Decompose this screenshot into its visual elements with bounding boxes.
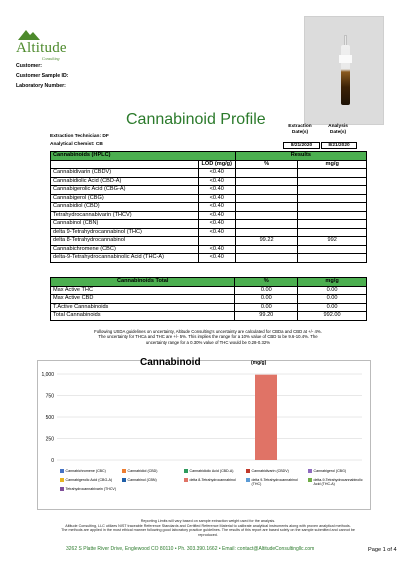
extraction-technician: Extraction Technician: DF — [50, 134, 109, 139]
uncertainty-note-line: Following USDA guidelines on uncertainty, Altitude Consulting's uncertainty are calculated for CBDa and CBD at +/- 4%. — [94, 329, 322, 334]
mgg-value — [298, 254, 367, 263]
cannabinoid-bar-chart — [37, 370, 371, 465]
legend-item — [122, 469, 182, 473]
uncertainty-note-line: uncertainty range for a 0.30% value of THC would be 0.28-0.32% — [145, 339, 271, 345]
legend-swatch — [184, 478, 188, 482]
footer-address: 3262 S Platte River Drive, Englewood CO 80110 • Ph. 303.390.1662 • Email: contact@AltitudeConsultingllc.com — [66, 546, 315, 552]
cannabinoid-name: Cannabidivarin (CBDV) — [51, 169, 199, 178]
mgg-value — [298, 228, 367, 237]
footer-line: Altitude Consulting, LLC utilizes NIST traceable Reference Standards and Certified Reference Material to calibrate analytical instruments along with proven analytical methods. — [65, 523, 351, 528]
cannabinoid-name: Cannabidiolic Acid (CBD-A) — [51, 177, 199, 186]
y-tick-label: 250 — [45, 436, 54, 443]
percent-value — [235, 254, 298, 263]
table-row — [51, 228, 367, 237]
legend-label: Cannabidivarin (CBDV) — [251, 469, 289, 473]
cannabinoid-name: Cannabidiol (CBD) — [51, 203, 199, 212]
y-tick-label: 0 — [51, 457, 54, 464]
table-row — [51, 203, 367, 212]
lod-value: <0.40 — [198, 194, 235, 203]
footer-line: The methods are applied in the most ethical manner following good laboratory practice guidelines. The results of this report are based solely on the sample submitted and cannot be — [61, 528, 355, 533]
table-row — [51, 295, 367, 304]
total-mgg: 992.00 — [298, 312, 367, 321]
total-mgg: 0.00 — [298, 286, 367, 295]
legend-item — [308, 469, 368, 473]
legend-label: Cannabidiol (CBD) — [127, 469, 158, 473]
chart-title: Cannabinoid — [140, 357, 201, 368]
page-number: Page 1 of 4 — [368, 547, 397, 553]
mgg-value — [298, 245, 367, 254]
legend-label: Cannabigerol (CBG) — [313, 469, 347, 473]
legend-label: delta 9-Tetrahydrocannabinol (THC) — [251, 478, 298, 487]
percent-value: 99.22 — [235, 237, 298, 246]
bar-delta-8-tetrahydrocannabinol — [255, 375, 277, 460]
mgg-value — [298, 220, 367, 229]
page-title: Cannabinoid Profile — [126, 111, 266, 128]
table-row — [51, 245, 367, 254]
percent-value — [235, 228, 298, 237]
percent-value — [235, 177, 298, 186]
legend-swatch — [246, 478, 250, 482]
company-logo — [8, 28, 88, 61]
profile-header-results: Results — [235, 152, 366, 161]
y-tick-label: 750 — [45, 393, 54, 400]
customer-label: Customer: — [16, 63, 42, 69]
cannabinoid-name: Cannabinol (CBN) — [51, 220, 199, 229]
chart-unit: (mg/g) — [251, 360, 267, 366]
y-tick-label: 1,000 — [41, 371, 54, 378]
uncertainty-note-line: The uncertainty for THCa and THC are +/- 5%. This implies the range for a 10% value of CBD to be 9.6-10.4%. The — [98, 334, 318, 340]
percent-value — [235, 203, 298, 212]
lod-value: <0.40 — [198, 228, 235, 237]
legend-label: Cannabichromene (CBC) — [65, 469, 106, 473]
legend-item — [246, 478, 306, 487]
lod-value: <0.40 — [198, 169, 235, 178]
total-name: Total Cannabinoids — [51, 312, 235, 321]
table-row — [51, 312, 367, 321]
cannabinoid-name: delta-9-Tetrahydrocannabinolic Acid (THC-A) — [51, 254, 199, 263]
legend-item — [60, 478, 120, 482]
legend-item — [308, 478, 368, 487]
legend-swatch — [184, 469, 188, 473]
extraction-date-header: Extraction Date(s) — [288, 124, 312, 135]
legend-swatch — [246, 469, 250, 473]
table-row — [51, 186, 367, 195]
percent-value — [235, 194, 298, 203]
percent-value — [235, 245, 298, 254]
total-name: Max Active THC — [51, 286, 235, 295]
profile-name-column — [51, 160, 199, 169]
totals-header-mgg: mg/g — [298, 278, 367, 287]
total-percent: 0.00 — [235, 303, 298, 312]
cannabinoid-name: Cannabigerol (CBG) — [51, 194, 199, 203]
percent-value — [235, 220, 298, 229]
legend-label: Tetrahydrocannabivarin (THCV) — [65, 487, 117, 491]
legend-swatch — [122, 469, 126, 473]
lod-value: <0.40 — [198, 211, 235, 220]
legend-item — [184, 469, 244, 473]
table-row — [51, 254, 367, 263]
customer-sample-id-label: Customer Sample ID: — [16, 73, 69, 79]
footer-disclaimer — [50, 519, 366, 537]
lod-value: <0.40 — [198, 203, 235, 212]
vial — [341, 45, 350, 105]
legend-swatch — [308, 469, 312, 473]
table-row — [51, 194, 367, 203]
legend-item — [60, 469, 120, 473]
legend-label: Cannabigerolic Acid (CBG-A) — [65, 478, 113, 482]
cannabinoid-profile-table — [50, 151, 367, 263]
mgg-value — [298, 177, 367, 186]
mgg-value — [298, 194, 367, 203]
uncertainty-note — [50, 329, 366, 345]
totals-header-percent: % — [235, 278, 298, 287]
total-name: T.Active Cannabinoids — [51, 303, 235, 312]
mountain-icon — [18, 28, 40, 40]
legend-label: Cannabidiolic Acid (CBD-A) — [189, 469, 234, 473]
percent-value — [235, 169, 298, 178]
mgg-value — [298, 186, 367, 195]
total-percent: 0.00 — [235, 286, 298, 295]
mgg-value: 992 — [298, 237, 367, 246]
legend-item — [184, 478, 244, 482]
extraction-date: 8/21/2020 — [283, 142, 320, 149]
percent-value — [235, 211, 298, 220]
cannabinoid-name: delta 9-Tetrahydrocannabinol (THC) — [51, 228, 199, 237]
total-mgg: 0.00 — [298, 295, 367, 304]
analysis-date-header: Analysis Date(s) — [328, 124, 348, 135]
lod-value: <0.40 — [198, 220, 235, 229]
vial-label — [339, 55, 352, 63]
profile-column-row — [51, 160, 367, 169]
mgg-column-header: mg/g — [298, 160, 367, 169]
legend-swatch — [60, 469, 64, 473]
legend-item — [60, 487, 120, 491]
total-mgg: 0.00 — [298, 303, 367, 312]
percent-value — [235, 186, 298, 195]
totals-header-row — [51, 278, 367, 287]
mgg-value — [298, 169, 367, 178]
total-percent: 99.20 — [235, 312, 298, 321]
table-row — [51, 220, 367, 229]
table-row — [51, 303, 367, 312]
cannabinoids-total-table — [50, 277, 367, 321]
lod-value — [198, 237, 235, 246]
table-row — [51, 286, 367, 295]
legend-swatch — [308, 478, 312, 482]
lod-value: <0.40 — [198, 177, 235, 186]
profile-header-left: Cannabinoids (HPLC) — [51, 152, 236, 161]
cannabinoid-name: Tetrahydrocannabivarin (THCV) — [51, 211, 199, 220]
mgg-value — [298, 203, 367, 212]
table-row — [51, 169, 367, 178]
legend-label: delta-9-Tetrahydrocannabinolic Acid (THC-A) — [313, 478, 363, 487]
percent-column-header: % — [235, 160, 298, 169]
table-row — [51, 211, 367, 220]
lod-value: <0.40 — [198, 254, 235, 263]
table-row — [51, 237, 367, 246]
analysis-date: 8/21/2020 — [321, 142, 357, 149]
legend-swatch — [60, 478, 64, 482]
legend-item — [122, 478, 182, 482]
laboratory-number-label: Laboratory Number: — [16, 83, 66, 89]
profile-header-row — [51, 152, 367, 161]
legend-label: delta 8-Tetrahydrocannabinol — [189, 478, 236, 482]
legend-item — [246, 469, 306, 473]
total-percent: 0.00 — [235, 295, 298, 304]
footer-line: reproduced. — [198, 532, 218, 537]
lod-value: <0.40 — [198, 186, 235, 195]
analytical-chemist: Analytical Chemist: CB — [50, 142, 103, 147]
sample-vial-photo — [304, 16, 384, 125]
totals-header-left: Cannabinoids Total — [51, 278, 235, 287]
footer-line: Reporting Limits will vary based on sample extraction weight used for the analysis. — [140, 519, 276, 523]
logo-subtitle: Consulting — [42, 56, 60, 61]
logo-name: Altitude — [16, 40, 67, 56]
y-tick-label: 500 — [45, 414, 54, 421]
cannabinoid-name: Cannabichromene (CBC) — [51, 245, 199, 254]
table-row — [51, 177, 367, 186]
legend-swatch — [60, 487, 64, 491]
lod-column-header: LOD (mg/g) — [198, 160, 235, 169]
legend-swatch — [122, 478, 126, 482]
mgg-value — [298, 211, 367, 220]
lod-value: <0.40 — [198, 245, 235, 254]
legend-label: Cannabinol (CBN) — [127, 478, 157, 482]
cannabinoid-name: delta 8-Tetrahydrocannabinol — [51, 237, 199, 246]
total-name: Max Active CBD — [51, 295, 235, 304]
cannabinoid-name: Cannabigerolic Acid (CBG-A) — [51, 186, 199, 195]
